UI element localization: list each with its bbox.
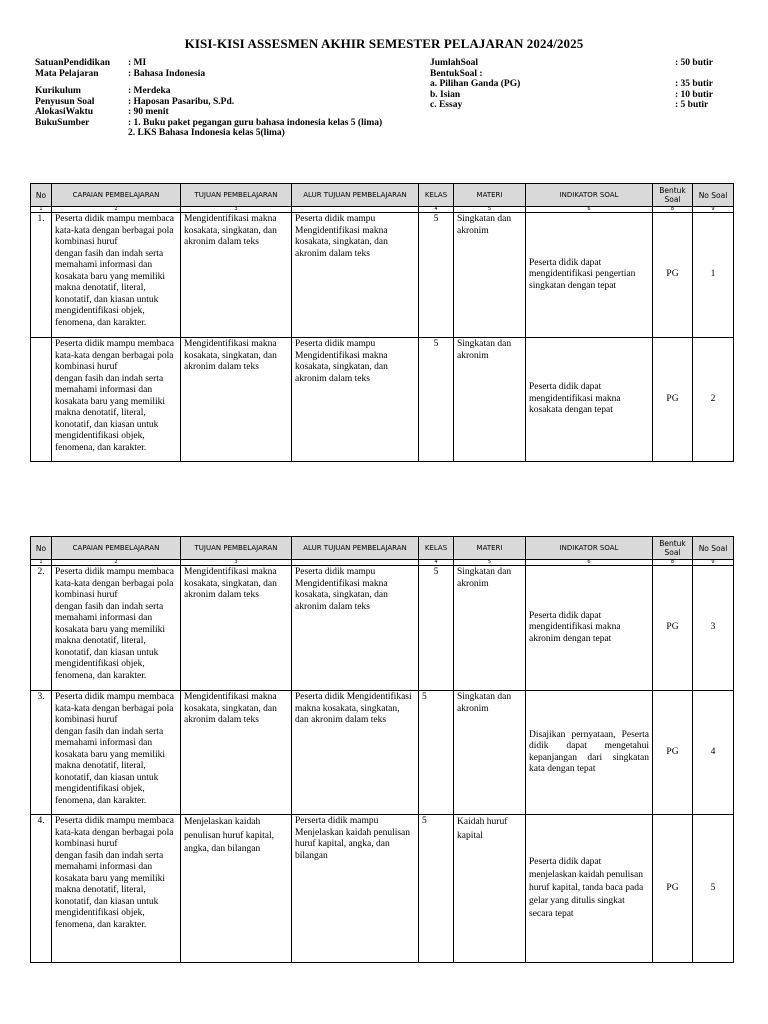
header-tujuan: TUJUAN PEMBELAJARAN <box>181 184 292 207</box>
cell-no: 1. <box>31 213 52 338</box>
meta-label: c. Essay <box>430 100 463 110</box>
meta-row-satuan <box>35 58 415 69</box>
meta-value: : Merdeka <box>128 86 171 96</box>
meta-label: b. Isian <box>430 89 461 100</box>
meta-value: : 5 butir <box>675 100 709 110</box>
col-number: 3 <box>181 207 292 213</box>
cell-no: 2. <box>31 566 52 691</box>
meta-value: 2. LKS Bahasa Indonesia kelas 5(lima) <box>128 128 285 138</box>
header-nosoal: No Soal <box>693 537 734 560</box>
col-number: 9 <box>693 560 734 566</box>
header-kelas: KELAS <box>419 184 454 207</box>
meta-row-buku-2 <box>35 128 415 139</box>
grid-table-2 <box>30 536 734 963</box>
col-number: 8 <box>653 207 693 213</box>
col-number: 6 <box>526 207 653 213</box>
meta-row-penyusun <box>35 97 415 108</box>
cell-capaian: Peserta didik mampu membaca kata-kata dengan berbagai pola kombinasi huruf dengan fasih dan indah serta memahami informasi dan kosakata baru yang memiliki makna denotatif, literal, konotatif, dan kiasan untuk mengidentifikasi objek, fenomena, dan karakter. <box>52 815 181 963</box>
cell-indikator: Disajikan pernyataan, Peserta didik dapat mengetahui kepanjangan dari singkatan kata dengan tepat <box>526 691 653 815</box>
meta-label: BukuSumber <box>35 117 90 128</box>
col-number: 4 <box>419 207 454 213</box>
cell-tujuan: Mengidentifikasi makna kosakata, singkatan, dan akronim dalam teks <box>181 691 292 815</box>
meta-label: BentukSoal : <box>430 68 483 79</box>
cell-indikator: Peserta didik dapat mengidentifikasi pengertian singkatan dengan tepat <box>526 213 653 338</box>
question-count-block <box>430 58 730 111</box>
col-number: 1 <box>31 560 52 566</box>
cell-tujuan: Mengidentifikasi makna kosakata, singkatan, dan akronim dalam teks <box>181 213 292 338</box>
cell-kelas: 5 <box>419 213 454 338</box>
col-number: 9 <box>693 207 734 213</box>
cell-no <box>31 338 52 462</box>
meta-label: Mata Pelajaran <box>35 68 99 79</box>
cell-nosoal: 3 <box>693 566 734 691</box>
header-row <box>31 184 734 207</box>
col-number: 2 <box>52 560 181 566</box>
header-tujuan: TUJUAN PEMBELAJARAN <box>181 537 292 560</box>
identity-block <box>35 58 415 139</box>
cell-capaian: Peserta didik mampu membaca kata-kata dengan berbagai pola kombinasi huruf dengan fasih dan indah serta memahami informasi dan kosakata baru yang memiliki makna denotatif, literal, konotatif, dan kiasan untuk mengidentifikasi objek, fenomena, dan karakter. <box>52 213 181 338</box>
cell-kelas: 5 <box>419 691 454 815</box>
col-number: 3 <box>181 560 292 566</box>
cell-nosoal: 4 <box>693 691 734 815</box>
col-number: 6 <box>526 560 653 566</box>
col-number: 1 <box>31 207 52 213</box>
cell-alur: Peserta didik Mengidentifikasi makna kosakata, singkatan, dan akronim dalam teks <box>292 691 419 815</box>
cell-materi: Kaidah huruf kapital <box>454 815 526 963</box>
meta-row-essay <box>430 100 730 111</box>
header-alur: ALUR TUJUAN PEMBELAJARAN <box>292 184 419 207</box>
meta-label: a. Pilihan Ganda (PG) <box>430 79 521 89</box>
meta-label: SatuanPendidikan <box>35 58 110 68</box>
cell-alur: Peserta didik mampu Mengidentifikasi makna kosakata, singkatan, dan akronim dalam teks <box>292 566 419 691</box>
header-nosoal: No Soal <box>693 184 734 207</box>
header-no: No <box>31 184 52 207</box>
cell-bentuk: PG <box>653 213 693 338</box>
cell-nosoal: 1 <box>693 213 734 338</box>
header-indikator: INDIKATOR SOAL <box>526 537 653 560</box>
cell-kelas: 5 <box>419 338 454 462</box>
meta-value: : 50 butir <box>675 58 713 68</box>
meta-row-alokasi <box>35 107 415 118</box>
cell-materi: Singkatan dan akronim <box>454 691 526 815</box>
meta-row-pg <box>430 79 730 90</box>
col-number: 8 <box>653 560 693 566</box>
table-row <box>31 338 734 462</box>
cell-alur: Perserta didik mampu Menjelaskan kaidah penulisan huruf kapital, angka, dan bilangan <box>292 815 419 963</box>
cell-bentuk: PG <box>653 338 693 462</box>
cell-no: 3. <box>31 691 52 815</box>
cell-materi: Singkatan dan akronim <box>454 213 526 338</box>
cell-materi: Singkatan dan akronim <box>454 338 526 462</box>
header-indikator: INDIKATOR SOAL <box>526 184 653 207</box>
header-row <box>31 537 734 560</box>
document-title: KISI-KISI ASSESMEN AKHIR SEMESTER PELAJARAN 2024/2025 <box>184 36 584 51</box>
meta-value: : 90 menit <box>128 107 169 117</box>
table-row <box>31 691 734 815</box>
cell-tujuan: Mengidentifikasi makna kosakata, singkatan, dan akronim dalam teks <box>181 338 292 462</box>
cell-nosoal: 5 <box>693 815 734 963</box>
cell-indikator: Peserta didik dapat mengidentifikasi makna kosakata dengan tepat <box>526 338 653 462</box>
cell-bentuk: PG <box>653 566 693 691</box>
meta-row-kurikulum <box>35 86 415 97</box>
col-number: 2 <box>52 207 181 213</box>
meta-value: : 1. Buku paket pegangan guru bahasa indonesia kelas 5 (lima) <box>128 117 383 128</box>
header-alur: ALUR TUJUAN PEMBELAJARAN <box>292 537 419 560</box>
cell-nosoal: 2 <box>693 338 734 462</box>
table-row <box>31 566 734 691</box>
header-materi: MATERI <box>454 537 526 560</box>
table-row <box>31 213 734 338</box>
meta-value: : 35 butir <box>675 79 713 89</box>
header-bentuk: Bentuk Soal <box>653 184 693 207</box>
cell-tujuan: Menjelaskan kaidah penulisan huruf kapital, angka, dan bilangan <box>181 815 292 963</box>
meta-row-mapel <box>35 69 415 80</box>
meta-label: Penyusun Soal <box>35 96 95 107</box>
cell-capaian: Peserta didik mampu membaca kata-kata dengan berbagai pola kombinasi huruf dengan fasih dan indah serta memahami informasi dan kosakata baru yang memiliki makna denotatif, literal, konotatif, dan kiasan untuk mengidentifikasi objek, fenomena, dan karakter. <box>52 566 181 691</box>
meta-row-bentuk <box>430 69 730 80</box>
header-bentuk: Bentuk Soal <box>653 537 693 560</box>
header-no: No <box>31 537 52 560</box>
col-number: 5 <box>454 207 526 213</box>
table-row <box>31 815 734 963</box>
cell-capaian: Peserta didik mampu membaca kata-kata dengan berbagai pola kombinasi huruf dengan fasih dan indah serta memahami informasi dan kosakata baru yang memiliki makna denotatif, literal, konotatif, dan kiasan untuk mengidentifikasi objek, fenomena, dan karakter. <box>52 691 181 815</box>
meta-label: JumlahSoal <box>430 58 479 68</box>
grid-table-1 <box>30 183 734 462</box>
header-capaian: CAPAIAN PEMBELAJARAN <box>52 184 181 207</box>
meta-row-jumlah <box>430 58 730 69</box>
col-number: 4 <box>419 560 454 566</box>
meta-label: AlokasiWaktu <box>35 107 94 117</box>
cell-alur: Peserta didik mampu Mengidentifikasi makna kosakata, singkatan, dan akronim dalam teks <box>292 338 419 462</box>
cell-no: 4. <box>31 815 52 963</box>
cell-indikator: Peserta didik dapat menjelaskan kaidah penulisan huruf kapital, tanda baca pada gelar yang ditulis singkat secara tepat <box>526 815 653 963</box>
meta-value: : 10 butir <box>675 89 713 100</box>
cell-bentuk: PG <box>653 815 693 963</box>
meta-value: : Bahasa Indonesia <box>128 68 206 79</box>
cell-materi: Singkatan dan akronim <box>454 566 526 691</box>
cell-tujuan: Mengidentifikasi makna kosakata, singkatan, dan akronim dalam teks <box>181 566 292 691</box>
meta-row-buku <box>35 118 415 129</box>
header-materi: MATERI <box>454 184 526 207</box>
cell-capaian: Peserta didik mampu membaca kata-kata dengan berbagai pola kombinasi huruf dengan fasih dan indah serta memahami informasi dan kosakata baru yang memiliki makna denotatif, literal, konotatif, dan kiasan untuk mengidentifikasi objek, fenomena, dan karakter. <box>52 338 181 462</box>
cell-bentuk: PG <box>653 691 693 815</box>
meta-label: Kurikulum <box>35 86 81 96</box>
cell-alur: Peserta didik mampu Mengidentifikasi makna kosakata, singkatan, dan akronim dalam teks <box>292 213 419 338</box>
cell-indikator: Peserta didik dapat mengidentifikasi makna akronim dengan tepat <box>526 566 653 691</box>
meta-value: : Haposan Pasaribu, S.Pd. <box>128 96 235 107</box>
meta-value: : MI <box>128 58 147 68</box>
header-kelas: KELAS <box>419 537 454 560</box>
cell-kelas: 5 <box>419 566 454 691</box>
meta-row-isian <box>430 90 730 101</box>
col-number: 5 <box>454 560 526 566</box>
cell-kelas: 5 <box>419 815 454 963</box>
header-capaian: CAPAIAN PEMBELAJARAN <box>52 537 181 560</box>
